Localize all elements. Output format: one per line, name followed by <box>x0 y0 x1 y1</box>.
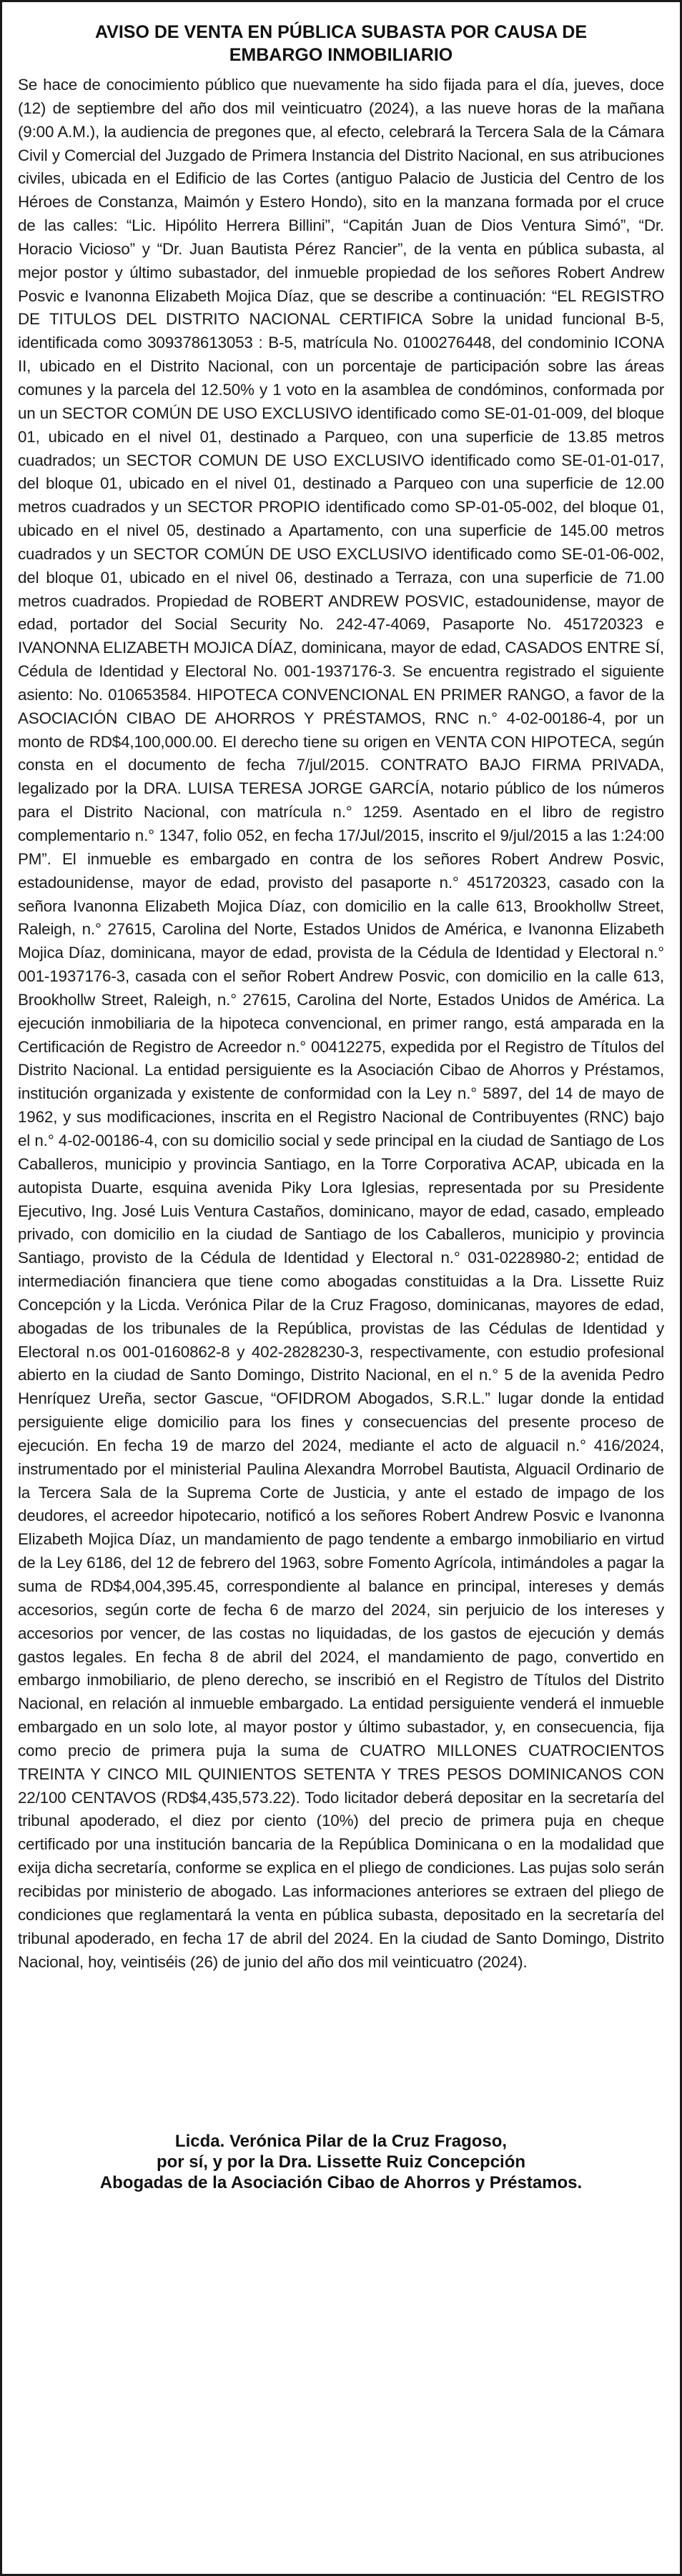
notice-body: Se hace de conocimiento público que nuevamente ha sido fijada para el día, jueves, doce (12) de septiembre del año dos mil veinticuatro (2024), a las nueve horas de la mañana (9:00 A.M.), la audiencia de pregones que, al efecto, celebrará la Tercera Sala de la Cámara Civil y Comercial del Juzgado de Primera Instancia del Distrito Nacional, en sus atribuciones civiles, ubicada en el Edificio de las Cortes (antiguo Palacio de Justicia del Centro de los Héroes de Constanza, Maimón y Estero Hondo), sito en la manzana formada por el cruce de las calles: “Lic. Hipólito Herrera Billini”, “Capitán Juan de Dios Ventura Simó”, “Dr. Horacio Vicioso” y “Dr. Juan Bautista Pérez Rancier”, de la venta en pública subasta, al mejor postor y último subastador, del inmueble propiedad de los señores Robert Andrew Posvic e Ivanonna Elizabeth Mojica Díaz, que se describe a continuación: “EL REGISTRO DE TITULOS DEL DISTRITO NACIONAL CERTIFICA Sobre la unidad funcional B-5, identificada como 309378613053 : B-5, matrícula No. 0100276448, del condominio ICONA II, ubicado en el Distrito Nacional, con un porcentaje de participación sobre las áreas comunes y la parcela del 12.50% y 1 voto en la asamblea de condóminos, conformada por un un SECTOR COMÚN DE USO EXCLUSIVO identificado como SE-01-01-009, del bloque 01, ubicado en el nivel 01, destinado a Parqueo, con una superficie de 13.85 metros cuadrados; un SECTOR COMUN DE USO EXCLUSIVO identificado como SE-01-01-017, del bloque 01, ubicado en el nivel 01, destinado a Parqueo con una superficie de 12.00 metros cuadrados y un SECTOR PROPIO identificado como SP-01-05-002, del bloque 01, ubicado en el nivel 05, destinado a Apartamento, con una superficie de 145.00 metros cuadrados y un SECTOR COMÚN DE USO EXCLUSIVO identificado como SE-01-06-002, del bloque 01, ubicado en el nivel 06, destinado a Terraza, con una superficie de 71.00 metros cuadrados. Propiedad de ROBERT ANDREW POSVIC, estadounidense, mayor de edad, portador del Social Security No. 242-47-4069, Pasaporte No. 451720323 e IVANONNA ELIZABETH MOJICA DÍAZ, dominicana, mayor de edad, CASADOS ENTRE SÍ, Cédula de Identidad y Electoral No. 001-1937176-3. Se encuentra registrado el siguiente asiento: No. 010653584. HIPOTECA CONVENCIONAL EN PRIMER RANGO, a favor de la ASOCIACIÓN CIBAO DE AHORROS Y PRÉSTAMOS, RNC n.° 4-02-00186-4, por un monto de RD$4,100,000.00. El derecho tiene su origen en VENTA CON HIPOTECA, según consta en el documento de fecha 7/jul/2015. CONTRATO BAJO FIRMA PRIVADA, legalizado por la DRA. LUISA TERESA JORGE GARCÍA, notario público de los números para el Distrito Nacional, con matrícula n.° 1259. Asentado en el libro de registro complementario n.° 1347, folio 052, en fecha 17/Jul/2015, inscrito el 9/jul/2015 a las 1:24:00 PM”. El inmueble es embargado en contra de los señores Robert Andrew Posvic, estadounidense, mayor de edad, provisto del pasaporte n.° 451720323, casado con la señora Ivanonna Elizabeth Mojica Díaz, con domicilio en la calle 613, Brookhollw Street, Raleigh, n.° 27615, Carolina del Norte, Estados Unidos de América, e Ivanonna Elizabeth Mojica Díaz, dominicana, mayor de edad, provista de la Cédula de Identidad y Electoral n.° 001-1937176-3, casada con el señor Robert Andrew Posvic, con domicilio en la calle 613, Brookhollw Street, Raleigh, n.° 27615, Carolina del Norte, Estados Unidos de América. La ejecución inmobiliaria de la hipoteca convencional, en primer rango, está amparada en la Certificación de Registro de Acreedor n.° 00412275, expedida por el Registro de Títulos del Distrito Nacional. La entidad persiguiente es la Asociación Cibao de Ahorros y Préstamos, institución organizada y existente de conformidad con la Ley n.° 5897, del 14 de mayo de 1962, y sus modificaciones, inscrita en el Registro Nacional de Contribuyentes (RNC) bajo el n.° 4-02-00186-4, con su domicilio social y sede principal en la ciudad de Santiago de Los Caballeros, municipio y provincia Santiago, en la Torre Corporativa ACAP, ubicada en la autopista Duarte, esquina avenida Piky Lora Iglesias, representada por su Presidente Ejecutivo, Ing. José Luis Ventura Castaños, dominicano, mayor de edad, casado, empleado privado, con domicilio en la ciudad de Santiago de los Caballeros, municipio y provincia Santiago, provisto de la Cédula de Identidad y Electoral n.° 031-0228980-2; entidad de intermediación financiera que tiene como abogadas constituidas a la Dra. Lissette Ruiz Concepción y la Licda. Verónica Pilar de la Cruz Fragoso, dominicanas, mayores de edad, abogadas de los tribunales de la República, provistas de las Cédulas de Identidad y Electoral n.os 001-0160862-8 y 402-2828230-3, respectivamente, con estudio profesional abierto en la ciudad de Santo Domingo, Distrito Nacional, en el n.° 5 de la avenida Pedro Henríquez Ureña, sector Gascue, “OFIDROM Abogados, S.R.L.” lugar donde la entidad persiguiente elige domicilio para los fines y consecuencias del presente proceso de ejecución. En fecha 19 de marzo del 2024, mediante el acto de alguacil n.° 416/2024, instrumentado por el ministerial Paulina Alexandra Morrobel Bautista, Alguacil Ordinario de la Tercera Sala de la Suprema Corte de Justicia, y ante el estado de impago de los deudores, el acreedor hipotecario, notificó a los señores Robert Andrew Posvic e Ivanonna Elizabeth Mojica Díaz, un mandamiento de pago tendente a embargo inmobiliario en virtud de la Ley 6186, del 12 de febrero del 1963, sobre Fomento Agrícola, intimándoles a pagar la suma de RD$4,004,395.45, correspondiente al balance en principal, intereses y demás accesorios, según corte de fecha 6 de marzo del 2024, sin perjuicio de los intereses y accesorios por vencer, de las costas no liquidadas, de los gastos de ejecución y demás gastos legales. En fecha 8 de abril del 2024, el mandamiento de pago, convertido en embargo inmobiliario, de pleno derecho, se inscribió en el Registro de Títulos del Distrito Nacional, en relación al inmueble embargado. La entidad persiguiente venderá el inmueble embargado en un solo lote, al mayor postor y último subastador, y, en consecuencia, fija como precio de primera puja la suma de CUATRO MILLONES CUATROCIENTOS TREINTA Y CINCO MIL QUINIENTOS SETENTA Y TRES PESOS DOMINICANOS CON 22/100 CENTAVOS (RD$4,435,573.22). Todo licitador deberá depositar en la secretaría del tribunal apoderado, el diez por ciento (10%) del precio de primera puja en cheque certificado por una institución bancaria de la República Dominicana o en la modalidad que exija dicha secretaría, conforme se explica en el pliego de condiciones. Las pujas solo serán recibidas por ministerio de abogado. Las informaciones anteriores se extraen del pliego de condiciones que reglamentará la venta en pública subasta, depositado en la secretaría del tribunal apoderado, en fecha 17 de abril del 2024. En la ciudad de Santo Domingo, Distrito Nacional, hoy, veintiséis (26) de junio del año dos mil veinticuatro (2024). <box>18 76 665 1971</box>
notice-title-line-2: EMBARGO INMOBILIARIO <box>229 45 453 65</box>
signature-line-2: por sí, y por la Dra. Lissette Ruiz Concepción <box>156 2152 526 2172</box>
notice-title <box>31 21 651 66</box>
notice-title-line-1: AVISO DE VENTA EN PÚBLICA SUBASTA POR CAUSA DE <box>94 22 587 42</box>
signature-line-1: Licda. Verónica Pilar de la Cruz Fragoso, <box>174 2132 508 2151</box>
signature-block <box>24 2131 658 2193</box>
signature-line-3: Abogadas de la Asociación Cibao de Ahorros y Préstamos. <box>99 2173 583 2192</box>
